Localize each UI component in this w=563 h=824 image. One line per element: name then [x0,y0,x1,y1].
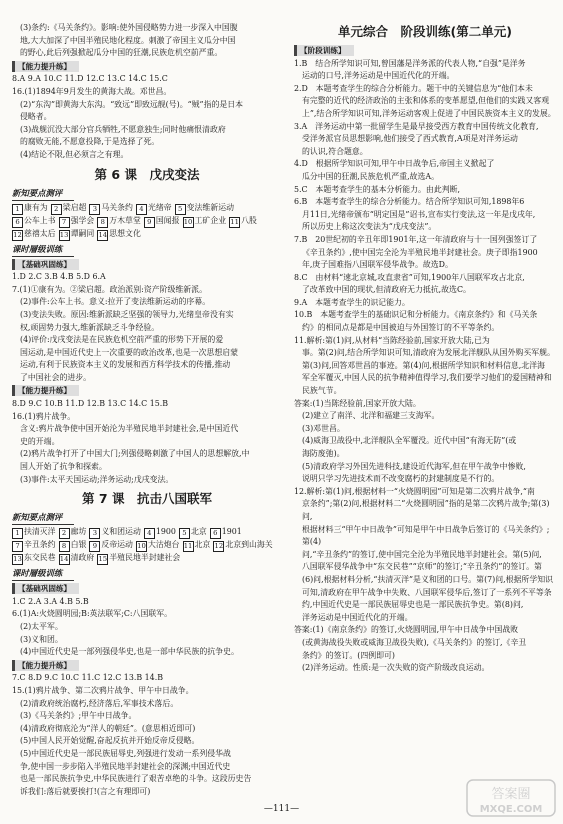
answer-line: (4)威海卫战役中,北洋舰队全军覆没。近代中国“有海无防”(或 [302,436,517,446]
answer-line: 4.D 根据所学知识可知,甲午中日战争后,帝国主义掀起了 [294,159,495,169]
item-answer: 辛丑条约 [24,540,56,550]
fill-in-item [229,215,257,228]
basic-tag: 【基础巩固练】 [12,259,79,270]
answer-line: (2)建立了南洋、北洋和福建三支海军。 [302,411,440,421]
answer-line: 1.C 2.A 3.A 4.B 5.B [12,596,89,606]
item-answer: 康有为 [24,202,48,212]
answer-block-q16 [12,86,282,162]
answer-line: (5)清政府学习外国先进科技,建设近代海军,但在甲午战争中惨败, [302,461,526,471]
answer-line: 地,大大加深了中国半殖民地化程度。刺激了帝国主义瓜分中国 [20,35,236,45]
lesson6-title: 第 6 课 戊戌变法 [94,166,200,182]
unit-title: 单元综合 阶段训练(第二单元) [338,24,512,39]
section-training: 课时層级训练 [12,567,282,581]
section-new-knowledge: 新知要点测评 [12,187,282,201]
left-column [12,22,282,798]
item-number: 10 [183,217,193,226]
answer-line: (3)战舰沉没大部分官兵牺牲,不愿意独生;同时他痛恨清政府 [20,124,226,134]
item-number: 4 [144,528,155,539]
item-number: 10 [137,542,146,551]
item-number: 9 [144,217,155,228]
answer-line: 8.A 9.A 10.C 11.D 12.C 13.C 14.C 15.C [12,74,168,84]
answer-line: 受洋务派官员思想影响,他们接受了西式教育,A项是对洋务运动 [302,134,518,144]
answer-line: 年,庚子国难指八国联军侵华战争。故选D。 [302,260,453,270]
lesson7-basic-answers [12,596,282,659]
right-column [294,22,556,675]
item-answer: 马关条约 [101,202,133,212]
answer-line: 《辛丑条约》,使中国完全沦为半殖民地半封建社会。庚子即指1900 [302,247,538,257]
fill-in-item [175,202,234,215]
answer-line: 史的开端。 [20,436,60,446]
item-number: 12 [214,542,224,551]
fill-in-item [210,526,242,539]
answer-line: 国运动,是中国近代史上一次重要的政治改革,也是一次思想启蒙 [20,347,239,357]
answer-line: 9.A 本题考查学生的识记能力。 [294,297,410,307]
lesson7-title: 第 7 课 抗击八国联军 [82,491,212,507]
answer-line: 所以历史上称这次变法为“戊戌变法”。 [302,222,437,232]
fill-in-item [12,228,56,241]
answer-line: 16.(1)1894年9月发生的黄海大战。邓世昌。 [12,86,172,96]
lesson6-fill-in-grid [12,202,282,241]
answer-line: 第(3)问,回答邓世昌的事迹。第(4)问,根据所学知识和材料信息,北洋海 [302,360,545,370]
answer-line: 运动的口号,洋务运动是中国近代化的开端。 [302,71,455,81]
item-answer: 变法维新运动 [186,202,234,212]
answer-line: 答案:(1)当陈经验前,国家开放大陆。 [294,398,421,408]
answer-line: 10.B 本题考查学生的基础识记和分析能力。《南京条约》和《马关条 [294,310,538,320]
answer-line: (2)事件:公车上书。意义:拉开了变法维新运动的序幕。 [20,297,211,307]
answer-line: 8.D 9.C 10.B 11.D 12.B 13.C 14.C 15.B [12,399,169,409]
item-answer: 清政府 [70,553,95,563]
answer-line: 诉我们:落后就要挨打!(言之有理即可) [20,786,151,796]
answer-line: 含义:鸦片战争使中国开始沦为半殖民地半封建社会,是中国近代 [20,424,239,434]
fill-in-item [12,215,56,228]
answer-line: 7.B 20世纪初的辛丑年即1901年,这一年清政府与十一国列强签订了 [294,234,538,244]
item-answer: 光绪帝 [147,202,172,212]
answer-line: 的认识,符合题意。 [302,146,368,156]
answer-line: 8.C 由材料“速北京城,攻直隶省”可知,1900年八国联军攻占北京, [294,272,525,282]
fill-in-item [179,526,207,539]
item-answer: 1900 [155,527,176,537]
item-number: 11 [183,542,193,551]
answer-line: (3)《马关条约》;甲午中日战争。 [20,711,137,721]
answer-line: 军全军覆灭,中国人民的抗争精神值得学习,我们要学习他们的爱国精神和 [302,373,552,383]
item-answer: 廊坊 [70,527,87,537]
answer-line: 条约》的签订。(四例即可) [302,650,395,660]
item-number: 6 [12,217,23,228]
answer-line: 16.(1)鸦片战争。 [12,411,76,421]
answer-line: 国人开始了抗争和探索。 [20,462,107,472]
item-number: 5 [175,204,186,215]
item-number: 7 [59,217,70,228]
stage-training-tag: 【阶段训练】 [294,45,354,56]
answer-line: 运动,有利于民族资本主义的发展和西方科学技术的传播,推动 [20,360,231,370]
fill-in-item [12,202,48,215]
answer-line: 民族气节。 [302,386,342,396]
item-number: 14 [98,230,108,239]
lesson7-q15 [12,685,282,798]
item-answer: 慈禧太后 [24,228,56,238]
lesson7-fill-in-grid [12,526,282,565]
answer-line: 约,中国近代史是一部民族屈辱史也是一部民族抗争史。第(8)问, [302,600,524,610]
item-answer: 东交民巷 [24,553,56,563]
section-new-knowledge: 新知要点测评 [12,511,282,525]
answer-line: (3)变法失败。原因:维新派缺乏坚强的领导力,光绪皇帝没有实 [20,309,234,319]
item-answer: 扶清灭洋 [24,527,56,537]
fill-in-item [97,215,141,228]
answer-line: 说明只学习先进技术而不改变腐朽的封建制度是不行的。 [302,474,500,484]
answer-line: 根据材料三“甲午中日战争”可知是甲午中日战争后签订的《马关条约》;第(4) [302,524,550,547]
answer-line: 答案:(1)《南京条约》的签订,火烧圆明园,甲午中日战争中国战败 [294,625,519,635]
fill-in-item [144,526,176,539]
item-number: 1 [12,528,23,539]
answer-line: 争,使中国一步步陷入半殖民地半封建社会的深渊;中国近代史 [20,761,231,771]
fill-in-item [51,202,87,215]
item-answer: 北京 [190,527,207,537]
section-training: 课时層级训练 [12,243,282,257]
answer-line: 问,“辛丑条约”的签订,使中国完全沦为半殖民地半封建社会。第(5)问, [302,549,542,559]
watermark-text: 答案圈 [491,787,531,802]
fill-in-item [183,539,211,552]
item-number: 13 [13,555,22,564]
item-number: 3 [89,204,100,215]
answer-line: (5)中国人民开始觉醒,奋起反抗并开始反帝反侵略。 [20,736,200,746]
fill-in-item [89,202,133,215]
answer-line: (4)中国近代史是一部列强侵华史,也是一部中华民族的抗争史。 [20,647,239,657]
item-number: 1 [12,204,23,215]
answer-line: 事。第(2)问,结合所学知识可知,清政府为发展北洋舰队从国外购买军舰。 [302,348,555,358]
item-number: 8 [97,217,108,228]
fill-in-item [97,228,141,241]
fill-in-item [59,228,95,241]
item-answer: 半殖民地半封建社会 [109,553,181,563]
item-answer: 思想文化 [109,228,141,238]
answer-line: 也是一部民族抗争史,中华民族进行了艰苦卓绝的斗争。这段历史告 [20,774,252,784]
answer-line: 11.解析:第(1)问,从材料“当陈经验前,国家开放大陆,已为 [294,335,490,345]
answer-line: (6)问,根据材料分析,“扶清灭洋”是义和团的口号。第(7)问,根据所学知识 [302,574,553,584]
answer-line: (4)结论不限,但必须言之有理。 [20,149,129,159]
answer-line: 了改革致中国的现状,但清政府无力抵抗,故选C。 [302,285,471,295]
fill-in-item [144,215,180,228]
answer-line: (3)条约:《马关条约》。影响:使外国侵略势力进一步深入中国腹 [20,23,238,32]
fill-in-item [59,526,87,539]
lesson6-basic-answers [12,271,282,384]
answer-line: (3)义和团。 [20,634,63,644]
item-answer: 谭嗣同 [70,228,95,238]
answer-line: 6.(1)A:火烧圆明园;B:英法联军;C:八国联军。 [12,609,173,619]
item-number: 13 [59,230,69,239]
answer-line: (3)事件:太平天国运动;洋务运动;戊戌变法。 [20,474,174,484]
answer-line: 2.D 本题考查学生的综合分析能力。题干中的关键信息为“他们本未 [294,83,533,93]
fill-in-item [89,539,133,552]
fill-in-item [183,215,227,228]
answer-line: 1.B 结合所学知识可知,曾国藩是洋务派的代表人物,“自强”是洋务 [294,58,526,68]
answer-line: (3)邓世昌。 [302,423,345,433]
item-number: 9 [89,541,100,552]
answer-line: 洋务运动是中国近代化的开端。 [302,612,413,622]
answer-line: 权,顽固势力强大,维新派缺乏斗争经验。 [20,322,160,332]
item-answer: 反帝运动 [101,540,133,550]
basic-tag: 【基础巩固练】 [12,583,79,594]
answer-line: 月11日,光绪帝颁布“明定国是”诏书,宣布实行变法,这一年是戊戌年, [302,209,536,219]
answer-line: (2)鸦片战争打开了中国大门;列强侵略刺激了中国人的思想解放,中 [20,449,250,459]
item-number: 12 [13,230,22,239]
item-answer: 国闻报 [155,215,180,225]
item-answer: 工矿企业 [194,215,227,225]
item-answer: 大沽炮台 [147,540,180,550]
unit-answers [294,58,556,675]
item-number: 6 [210,528,221,539]
fill-in-item [59,539,87,552]
item-answer: 公车上书 [24,215,56,225]
item-number: 2 [51,204,62,215]
item-number: 4 [136,204,147,215]
item-number: 15 [98,555,108,564]
item-answer: 义和团运动 [101,527,141,537]
answer-line: 12.解析:第(1)问,根据材料一“火烧圆明园”可知是第二次鸦片战争,“南 [294,486,535,496]
answer-line: 八国联军侵华战争中“东交民巷”“京师”的签订;“辛丑条约”的签订。第 [302,562,542,572]
item-number: 7 [12,541,23,552]
answer-line: (2)洋务运动。性质:是一次失败的资产阶级改良运动。 [302,663,490,673]
item-answer: 梁启超 [62,202,87,212]
item-answer: 北京 [194,540,211,550]
fill-in-item [136,202,172,215]
answer-line: (4)评价:戊戌变法是在民族危机空前严重的形势下开展的爱 [20,335,224,345]
answer-line: (2)太平军。 [20,622,63,631]
answer-line: (2)清政府统治腐朽,经济落后,军事技术落后。 [20,698,179,708]
fill-in-item [59,215,95,228]
answer-line: (5)中国近代史是一部民族屈辱史,列强进行发动一系列侵华战 [20,748,231,758]
item-answer: 万木草堂 [109,215,141,225]
answer-line: 约》的相同点是都是中国被迫与外国签订的不平等条约。 [302,323,500,333]
answer-line: 上”,结合所学知识可知,洋务运动客观上促进了中国民族资本主义的发展。 [302,108,556,118]
answer-line: 7.(1)①康有为。②梁启超。政治派别:资产阶级维新派。 [12,284,207,294]
answer-line: 5.C 本题考查学生的基本分析能力。由此判断, [294,184,460,194]
answer-line: 瓜分中国的狂潮,民族危机严重,故选A。 [302,171,439,181]
answer-line: 6.B 本题考查学生的综合分析能力。结合所学知识可知,1898年6 [294,197,525,207]
ability-tag: 【能力提升练】 [12,61,79,72]
item-answer: 1901 [221,527,242,537]
answer-line: 侵略者。 [20,112,52,122]
fill-in-item [12,526,56,539]
item-answer: 八股 [241,215,257,225]
answer-line: 的腐败无能,不愿意投降,于是选择了死。 [20,137,160,147]
answer-line: 1.D 2.C 3.B 4.B 5.D 6.A [12,272,106,282]
answer-line: 可知,清政府在甲午战争中失败、八国联军侵华后,签订了一系列不平等条 [302,587,552,597]
fill-in-item [213,539,272,552]
answer-line: 3.A 洋务运动中第一批留学生是最早接受西方教育中国传统文化教育, [294,121,539,131]
page-number: —111— [263,804,300,814]
answer-line: (2)“东沟”即黄海大东沟。“致远”即致远舰(号)。“贼”指的是日本 [20,99,244,109]
item-number: 14 [59,555,69,564]
fill-in-item [59,552,95,565]
answer-line: 京条约”;第(2)问,根据材料二“火烧圆明园”指的是第二次鸦片战争;第(3)问, [302,499,550,521]
answer-line: (或黄海战役失败或威海卫战役失败),《马关条约》的签订,《辛丑 [302,637,527,647]
ability-tag: 【能力提升练】 [12,660,79,671]
fill-in-item [136,539,180,552]
answer-line: 15.(1)鸦片战争、第二次鸦片战争、甲午中日战争。 [12,685,194,695]
watermark-logo-icon [465,778,557,818]
watermark-url: MXQE.COM [479,804,543,815]
answer-block-lesson5 [12,22,282,60]
item-answer: 白银 [70,540,87,550]
item-number: 2 [59,528,70,539]
answer-line: 的野心,此后列强掀起瓜分中国的狂潮,民族危机空前严重。 [20,48,223,58]
fill-in-item [12,552,56,565]
fill-in-item [97,552,180,565]
lesson6-q16 [12,411,282,487]
item-number: 5 [179,528,190,539]
item-answer: 北京到山海关 [225,540,273,550]
fill-in-item [89,526,140,539]
item-number: 11 [230,217,239,226]
answer-line: (4)清政府彻底沦为“洋人的朝廷”。(意思相近即可) [20,723,196,733]
ability-tag: 【能力提升练】 [12,385,79,396]
answer-line: 海防废弛)。 [302,449,345,458]
item-number: 3 [89,528,100,539]
item-answer: 强学会 [70,215,95,225]
item-number: 8 [59,541,70,552]
answer-line: 有完整的近代的经济政治的主张和体系的变革愿望,但他们的实践又客观 [302,96,550,106]
fill-in-item [12,539,56,552]
answer-line: 了中国社会的进步。 [20,372,92,382]
answer-line: 7.C 8.D 9.C 10.C 11.C 12.C 13.B 14.B [12,673,163,683]
